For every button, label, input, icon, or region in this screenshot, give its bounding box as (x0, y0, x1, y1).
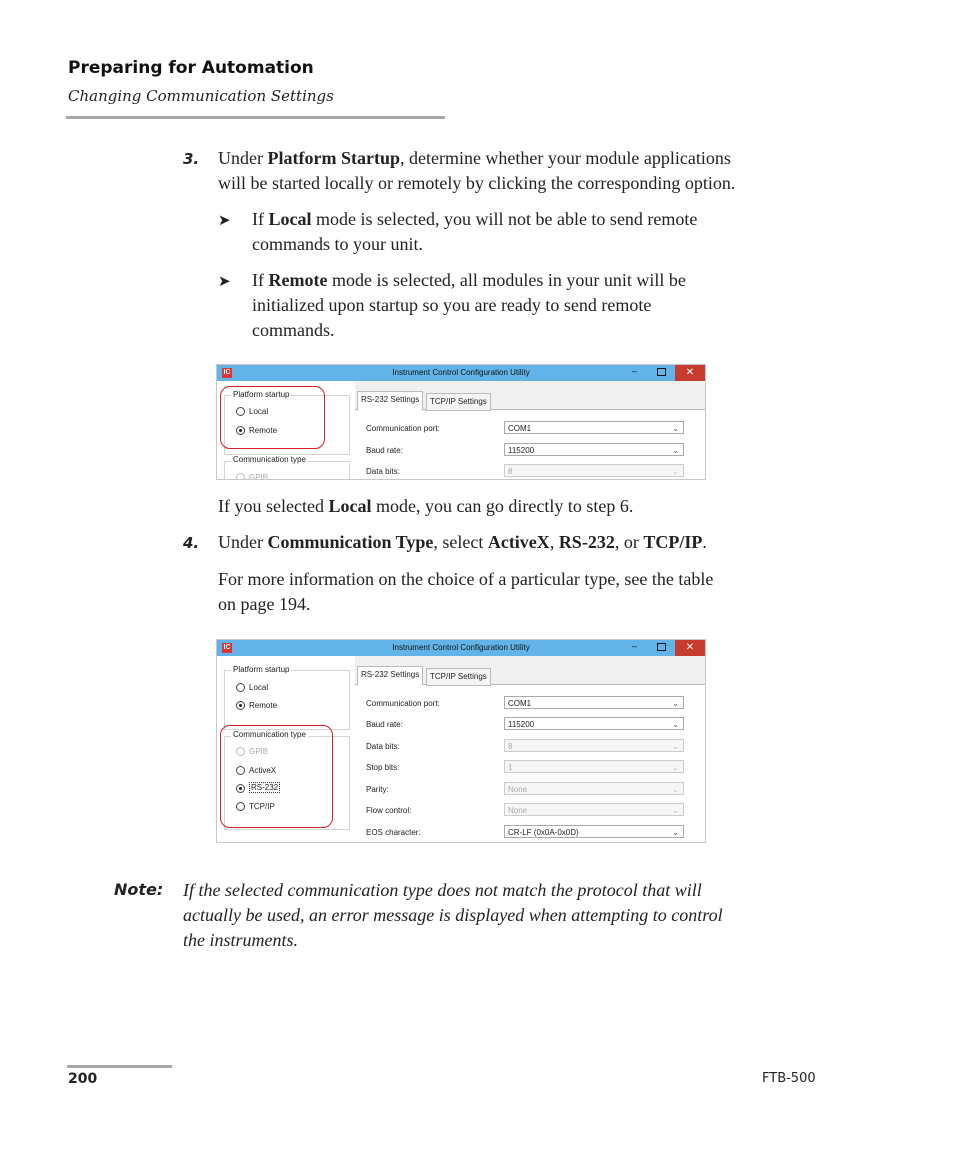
step-3-text (218, 146, 828, 196)
step-3-text-a: Under (218, 148, 268, 168)
gpib-radio[interactable] (236, 473, 245, 480)
bullet-local-pre: If (252, 209, 269, 229)
local-radio[interactable] (236, 683, 245, 692)
flow-control-label: Flow control: (366, 806, 412, 815)
note-line3: the instruments. (183, 930, 298, 950)
step-3-bold: Platform Startup (267, 148, 400, 168)
right-panel (355, 656, 705, 842)
chevron-down-icon: ⌄ (672, 446, 679, 455)
local-skip-pre: If you selected (218, 496, 329, 516)
communication-port-value: COM1 (508, 699, 532, 708)
bullet-remote (252, 268, 812, 343)
flow-control-value: None (508, 806, 528, 815)
bullet-local-line1: mode is selected, you will not be able to send remote (311, 209, 698, 229)
communication-port-select[interactable] (504, 696, 684, 709)
gpib-label: GPIB (249, 747, 269, 756)
remote-label: Remote (249, 426, 278, 435)
flow-control-select[interactable] (504, 803, 684, 816)
baud-rate-value: 115200 (508, 446, 535, 455)
minimize-button[interactable]: – (632, 366, 638, 376)
screenshot-communication-type (216, 639, 706, 843)
note-line2: actually be used, an error message is displayed when attempting to control (183, 905, 723, 925)
tcpip-label: TCP/IP (249, 802, 275, 811)
window-title: Instrument Control Configuration Utility (392, 643, 530, 652)
local-label: Local (249, 683, 269, 692)
page-number: 200 (68, 1071, 98, 1087)
local-skip-post: mode, you can go directly to step 6. (371, 496, 634, 516)
step-4-t4: , or (614, 532, 644, 552)
step-3-text-c: will be started locally or remotely by clicking the corresponding option. (218, 173, 736, 193)
local-label: Local (249, 407, 269, 416)
parity-select[interactable] (504, 782, 684, 795)
step-4-b2: ActiveX (487, 532, 550, 552)
data-bits-value: 8 (508, 742, 513, 751)
step-4-info-line1: For more information on the choice of a particular type, see the table (218, 569, 714, 589)
remote-radio[interactable] (236, 701, 245, 710)
chevron-down-icon: ⌄ (672, 763, 679, 772)
parity-value: None (508, 785, 528, 794)
remote-label: Remote (249, 701, 278, 710)
tab-tcpip-settings[interactable]: TCP/IP Settings (426, 668, 491, 686)
stop-bits-label: Stop bits: (366, 763, 400, 772)
chevron-down-icon: ⌄ (672, 720, 679, 729)
communication-type-label: Communication type (233, 455, 306, 464)
app-icon: IC (223, 369, 231, 376)
bullet-arrow-icon: ➤ (218, 213, 231, 229)
communication-port-select[interactable] (504, 421, 684, 434)
chevron-down-icon: ⌄ (672, 806, 679, 815)
step-4-b1: Communication Type (267, 532, 434, 552)
chevron-down-icon: ⌄ (672, 742, 679, 751)
step-4-info (218, 567, 828, 617)
data-bits-select[interactable] (504, 464, 684, 477)
section-subtitle: Changing Communication Settings (68, 87, 334, 105)
bullet-remote-bold: Remote (268, 270, 328, 290)
bullet-remote-pre: If (252, 270, 269, 290)
right-panel (355, 381, 705, 479)
data-bits-label: Data bits: (366, 467, 400, 476)
communication-port-value: COM1 (508, 424, 532, 433)
minimize-button[interactable]: – (632, 641, 638, 651)
step-3-text-b: , determine whether your module applications (399, 148, 731, 168)
communication-type-label: Communication type (233, 730, 306, 739)
platform-startup-highlight (220, 386, 325, 449)
communication-type-highlight (220, 725, 333, 828)
tab-rs232-settings[interactable]: RS-232 Settings (357, 666, 423, 686)
eos-character-value: CR-LF (0x0A-0x0D) (508, 828, 579, 837)
close-button[interactable]: ✕ (675, 365, 705, 381)
note-line1: If the selected communication type does not match the protocol that will (183, 880, 702, 900)
rs232-settings-pane (355, 684, 705, 843)
header-rule (66, 116, 445, 119)
step-4-text (218, 530, 828, 555)
window-titlebar (217, 640, 705, 656)
baud-rate-select[interactable] (504, 443, 684, 456)
window-title: Instrument Control Configuration Utility (392, 368, 530, 377)
chevron-down-icon: ⌄ (672, 424, 679, 433)
stop-bits-value: 1 (508, 763, 513, 772)
baud-rate-value: 115200 (508, 720, 535, 729)
step-4-number: 4. (183, 534, 200, 552)
step-4-t2: , select (433, 532, 488, 552)
chevron-down-icon: ⌄ (672, 699, 679, 708)
baud-rate-select[interactable] (504, 717, 684, 730)
eos-character-select[interactable] (504, 825, 684, 838)
gpib-label: GPIB (249, 473, 269, 480)
activex-label: ActiveX (249, 766, 277, 775)
rs232-focus-label: RS-232 (251, 783, 279, 792)
bullet-remote-line2: initialized upon startup so you are ready to send remote (252, 295, 652, 315)
step-4-b4: TCP/IP (643, 532, 703, 552)
bullet-remote-line1: mode is selected, all modules in your unit will be (327, 270, 686, 290)
stop-bits-select[interactable] (504, 760, 684, 773)
parity-label: Parity: (366, 785, 389, 794)
local-skip-bold: Local (328, 496, 372, 516)
document-name: FTB-500 (762, 1071, 816, 1086)
note-label: Note: (114, 880, 164, 899)
bullet-arrow-icon: ➤ (218, 274, 231, 290)
bullet-remote-line3: commands. (252, 320, 335, 340)
platform-startup-label: Platform startup (233, 390, 290, 399)
section-title: Preparing for Automation (68, 58, 314, 78)
chevron-down-icon: ⌄ (672, 828, 679, 837)
window-titlebar (217, 365, 705, 381)
data-bits-value: 8 (508, 467, 513, 476)
step-4-info-line2: on page 194. (218, 594, 311, 614)
step-4-t5: . (702, 532, 707, 552)
rs232-settings-pane (355, 409, 705, 480)
platform-startup-group (224, 670, 350, 730)
data-bits-label: Data bits: (366, 742, 400, 751)
baud-rate-label: Baud rate: (366, 720, 403, 729)
baud-rate-label: Baud rate: (366, 446, 403, 455)
chevron-down-icon: ⌄ (672, 785, 679, 794)
tab-tcpip-settings[interactable]: TCP/IP Settings (426, 393, 491, 411)
step-4-t1: Under (218, 532, 268, 552)
platform-startup-label: Platform startup (233, 665, 290, 674)
tab-rs232-settings[interactable]: RS-232 Settings (357, 391, 423, 411)
screenshot-platform-startup (216, 364, 706, 480)
note-text (183, 878, 833, 953)
bullet-local (252, 207, 812, 257)
step-4-b3: RS-232 (558, 532, 615, 552)
step-3-number: 3. (183, 150, 200, 168)
step-4-t3: , (549, 532, 559, 552)
bullet-local-line2: commands to your unit. (252, 234, 423, 254)
communication-port-label: Communication port: (366, 424, 440, 433)
close-button[interactable]: ✕ (675, 640, 705, 656)
communication-port-label: Communication port: (366, 699, 440, 708)
maximize-button[interactable] (657, 368, 666, 376)
eos-character-label: EOS character: (366, 828, 421, 837)
app-icon: IC (223, 644, 231, 651)
bullet-local-bold: Local (268, 209, 312, 229)
footer-rule (67, 1065, 172, 1068)
data-bits-select[interactable] (504, 739, 684, 752)
maximize-button[interactable] (657, 643, 666, 651)
chevron-down-icon: ⌄ (672, 467, 679, 476)
local-skip-text (218, 494, 818, 519)
